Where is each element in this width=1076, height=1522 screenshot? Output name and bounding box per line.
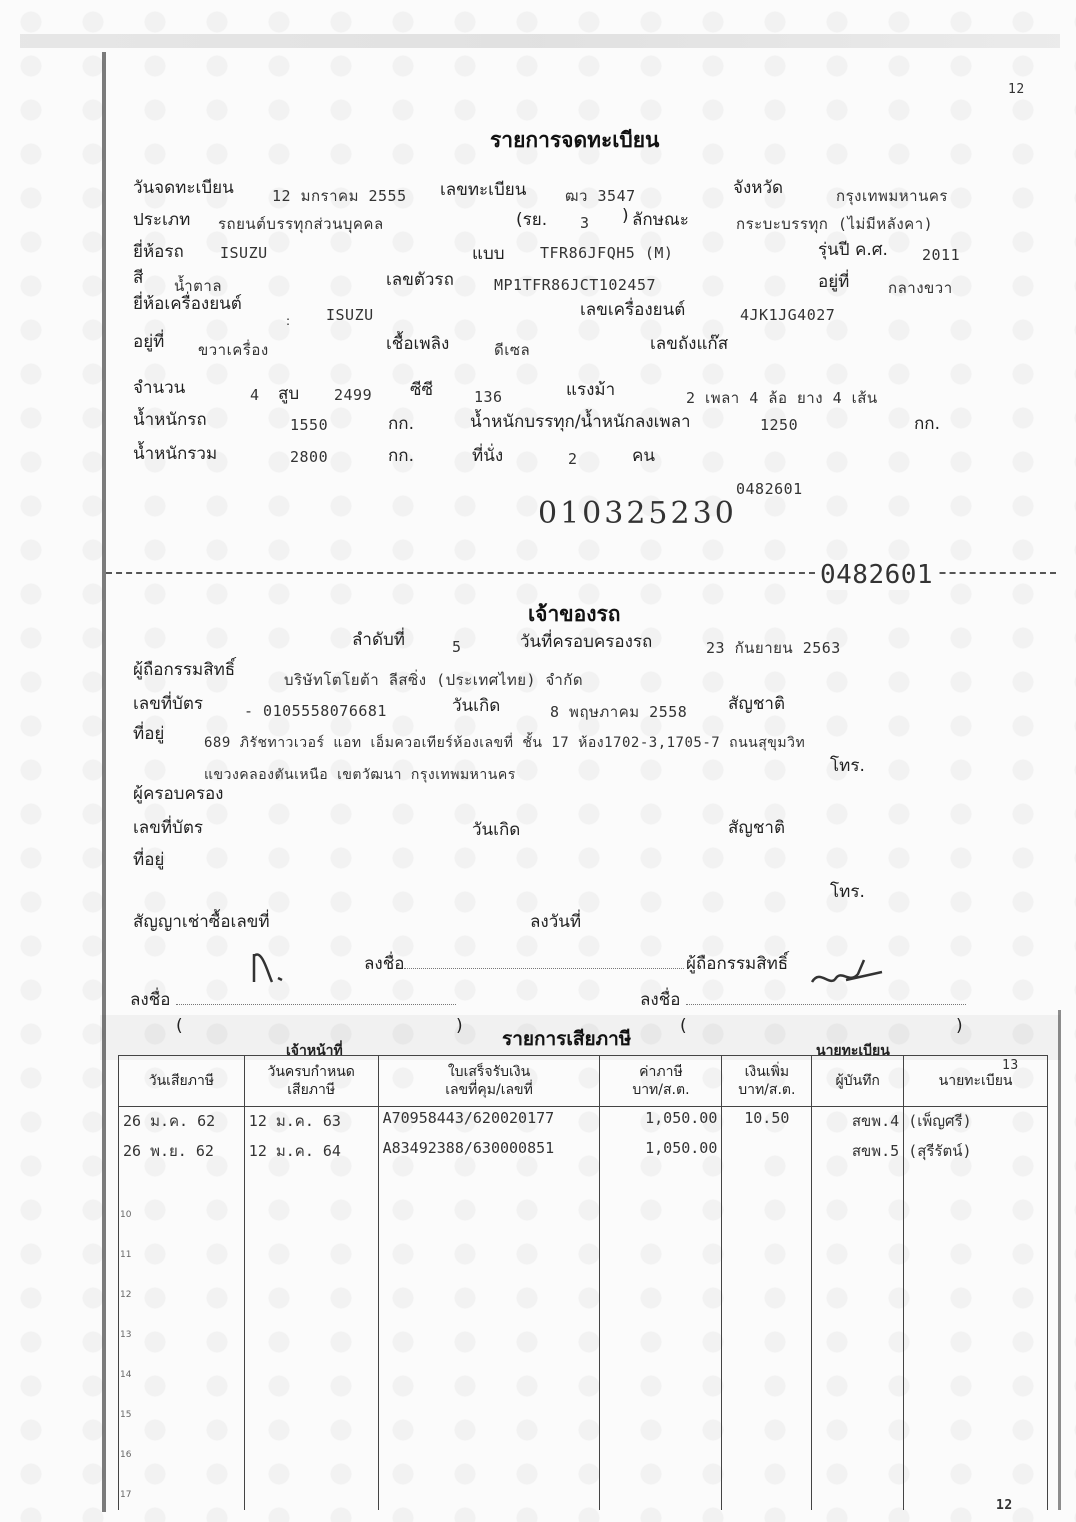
kg-unit-1: กก. (388, 414, 414, 434)
model-label: แบบ (472, 244, 505, 264)
plate: ฒว 3547 (565, 187, 636, 205)
registrar-label: นายทะเบียน (816, 1043, 890, 1059)
page-number-top: 12 (1008, 82, 1025, 97)
model: TFR86JFQH5 (M) (540, 244, 674, 262)
horsepower: 136 (474, 388, 503, 406)
seats: 2 (568, 450, 578, 468)
engine-brand: ISUZU (326, 306, 374, 324)
reg-date: 12 มกราคม 2555 (272, 187, 407, 205)
possessor-label: ผู้ครอบครอง (133, 784, 224, 804)
sign-left-line (176, 1004, 456, 1005)
seq-label: ลำดับที่ (352, 630, 406, 650)
cc-label: ซีซี (410, 380, 434, 400)
possessor-card-label: เลขที่บัตร (133, 818, 204, 838)
line-number: 15 (120, 1410, 132, 1420)
due-date: 12 ม.ค. 63 (244, 1107, 378, 1138)
axle-info: 2 เพลา 4 ล้อ ยาง 4 เส้น (686, 389, 878, 407)
sign-line (404, 968, 684, 969)
possessor-tel-label: โทร. (830, 882, 865, 902)
surcharge (722, 1137, 812, 1167)
ry-label: (รย. (516, 210, 548, 230)
recorder: สขพ.4 (812, 1107, 904, 1138)
body-type: กระบะบรรทุก (ไม่มีหลังคา) (736, 215, 934, 233)
lease-label: สัญญาเช่าซื้อเลขที่ (133, 912, 270, 932)
seq: 5 (452, 638, 462, 656)
address-label: ที่อยู่ (133, 724, 165, 744)
engine-loc: ขวาเครื่อง (198, 341, 269, 359)
chassis-loc: กลางขวา (888, 279, 953, 297)
table-row (119, 1107, 1048, 1138)
engine-loc-label: อยู่ที่ (133, 332, 165, 352)
page-right-edge (1058, 1010, 1061, 1510)
col-header-receipt: ใบเสร็จรับเงิน เลขที่คุม/เลขที่ (378, 1056, 600, 1107)
tax-date: 26 พ.ย. 62 (119, 1137, 245, 1167)
tax-header-row (119, 1056, 1048, 1107)
line-number: 10 (120, 1210, 132, 1220)
count-label: จำนวน (133, 378, 186, 398)
line-number: 13 (120, 1330, 132, 1340)
engine-no-label: เลขเครื่องยนต์ (580, 300, 686, 320)
card-number: - 0105558076681 (244, 702, 387, 720)
sign-left-label: ลงชื่อ (130, 990, 171, 1010)
cylinders: 4 (250, 386, 260, 404)
sign-holder-role: ผู้ถือกรรมสิทธิ์ (686, 954, 789, 974)
ry-value: 3 (580, 214, 590, 232)
receipt-number: A70958443/620020177 (378, 1107, 600, 1138)
sign-right-label: ลงชื่อ (640, 990, 681, 1010)
year: 2011 (922, 246, 961, 264)
brand: ISUZU (220, 244, 268, 262)
engine-number: 4JK1JG4027 (740, 306, 836, 324)
sign-label: ลงชื่อ (364, 954, 405, 974)
birth-label: วันเกิด (452, 696, 501, 716)
seats-unit: คน (632, 446, 655, 466)
doc-number-small: 0482601 (736, 480, 803, 498)
col-header-tax-date: วันเสียภาษี (119, 1056, 245, 1107)
registrar-name: (เพ็ญศรี) (904, 1107, 1048, 1138)
chassis-loc-label: อยู่ที่ (818, 272, 850, 292)
holder-signature (806, 954, 886, 994)
reg-date-label: วันจดทะเบียน (133, 178, 234, 198)
tax-date: 26 ม.ค. 62 (119, 1107, 245, 1138)
registrar-name: (สุรีรัตน์) (904, 1137, 1048, 1167)
doc-number-large: 0482601 (816, 560, 937, 590)
col-header-recorder: ผู้บันทึก (812, 1056, 904, 1107)
open-paren-left: ( (176, 1016, 183, 1036)
possessor-nation-label: สัญชาติ (728, 818, 785, 838)
tax-table (118, 1055, 1048, 1510)
recorder: สขพ.5 (812, 1137, 904, 1167)
surcharge: 10.50 (722, 1107, 812, 1138)
holder-label: ผู้ถือกรรมสิทธิ์ (133, 660, 236, 680)
line-number: 11 (120, 1250, 132, 1260)
province: กรุงเทพมหานคร (836, 187, 948, 205)
weight-label: น้ำหนักรถ (133, 410, 207, 430)
body-label: ลักษณะ (632, 210, 689, 230)
possess-date: 23 กันยายน 2563 (706, 639, 841, 657)
province-label: จังหวัด (733, 178, 784, 198)
tel-label: โทร. (830, 756, 865, 776)
ry-close: ) (622, 206, 629, 226)
possessor-birth-label: วันเกิด (472, 820, 521, 840)
lease-date-label: ลงวันที่ (530, 912, 582, 932)
plate-label: เลขทะเบียน (440, 180, 527, 200)
weight: 1550 (290, 416, 329, 434)
page-left-edge (102, 52, 106, 1512)
tax-amount: 1,050.00 (600, 1107, 722, 1138)
receipt-number: A83492388/630000851 (378, 1137, 600, 1167)
open-paren-right: ( (680, 1016, 687, 1036)
col-header-due-date: วันครบกำหนด เสียภาษี (244, 1056, 378, 1107)
close-paren-left: ) (456, 1016, 463, 1036)
card-label: เลขที่บัตร (133, 694, 204, 714)
engine-brand-label: ยี่ห้อเครื่องยนต์ (133, 294, 242, 314)
nation-label: สัญชาติ (728, 694, 785, 714)
owner-title: เจ้าของรถ (528, 602, 621, 626)
line-number: 12 (120, 1290, 132, 1300)
holder-name: บริษัทโตโยต้า ลีสซิ่ง (ประเทศไทย) จำกัด (284, 671, 584, 689)
fuel: ดีเซล (494, 341, 531, 359)
handwritten-number: 010325230 (538, 496, 737, 531)
table-row (119, 1137, 1048, 1167)
color: น้ำตาล (174, 277, 223, 295)
line-number: 17 (120, 1490, 132, 1500)
type-label: ประเภท (133, 210, 191, 230)
col-header-surcharge: เงินเพิ่ม บาท/ส.ต. (722, 1056, 812, 1107)
address-line-1: 689 ภิรัชทาวเวอร์ แอท เอ็มควอเทียร์ห้องเลขที่ ชั้น 17 ห้อง1702-3,1705-7 ถนนสุขุมวิท (204, 735, 806, 751)
officer-label: เจ้าหน้าที่ (286, 1043, 343, 1059)
sign-right-line (686, 1004, 966, 1005)
scan-artifact-band (20, 34, 1060, 48)
brand-label: ยี่ห้อรถ (133, 242, 184, 262)
gas-tank-label: เลขถังแก๊ส (650, 334, 729, 354)
gross-label: น้ำหนักรวม (133, 444, 218, 464)
cc: 2499 (334, 386, 373, 404)
vehicle-type: รถยนต์บรรทุกส่วนบุคคล (218, 215, 384, 233)
seats-label: ที่นั่ง (472, 446, 504, 466)
fuel-label: เชื้อเพลิง (386, 334, 450, 354)
table-row-empty (119, 1167, 1048, 1510)
year-label: รุ่นปี ค.ศ. (818, 240, 888, 260)
birth-date: 8 พฤษภาคม 2558 (550, 703, 688, 721)
load: 1250 (760, 416, 799, 434)
page-number-bottom: 12 (996, 1498, 1013, 1513)
engine-brand-colon: : (286, 314, 291, 328)
kg-unit-3: กก. (388, 446, 414, 466)
cyl-label: สูบ (278, 384, 300, 404)
kg-unit-2: กก. (914, 414, 940, 434)
possess-label: วันที่ครอบครองรถ (520, 632, 653, 652)
possessor-address-label: ที่อยู่ (133, 850, 165, 870)
line-number: 14 (120, 1370, 132, 1380)
close-paren-right: ) (956, 1016, 963, 1036)
col-header-registrar: นายทะเบียน (904, 1056, 1048, 1107)
due-date: 12 ม.ค. 64 (244, 1137, 378, 1167)
address-line-2: แขวงคลองตันเหนือ เขตวัฒนา กรุงเทพมหานคร (204, 767, 516, 783)
signature-scribble (248, 944, 292, 988)
col-header-tax-amount: ค่าภาษี บาท/ส.ต. (600, 1056, 722, 1107)
gross-weight: 2800 (290, 448, 329, 466)
hp-label: แรงม้า (566, 380, 616, 400)
line-number: 16 (120, 1450, 132, 1460)
tax-amount: 1,050.00 (600, 1137, 722, 1167)
chassis-label: เลขตัวรถ (386, 270, 454, 290)
load-label: น้ำหนักบรรทุก/น้ำหนักลงเพลา (470, 412, 691, 432)
color-label: สี (133, 268, 144, 288)
chassis-number: MP1TFR86JCT102457 (494, 276, 657, 294)
page-number-13: 13 (1002, 1058, 1019, 1073)
registration-title: รายการจดทะเบียน (490, 128, 660, 152)
tax-title: รายการเสียภาษี (502, 1028, 632, 1050)
